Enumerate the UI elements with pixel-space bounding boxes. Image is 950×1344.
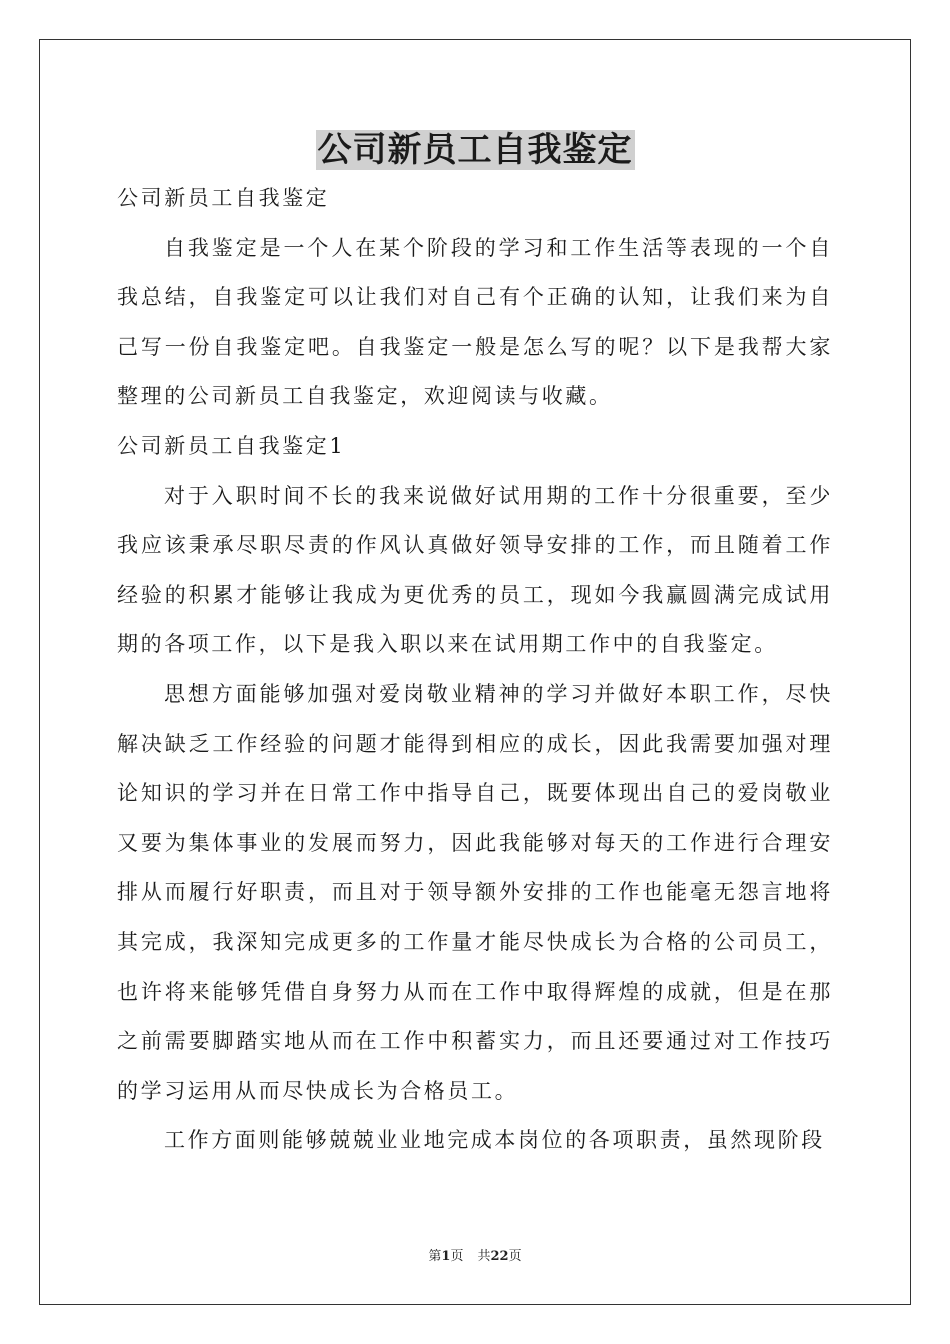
page-footer (0, 1247, 950, 1267)
page-label-suffix: 页 (450, 1249, 464, 1264)
document-title (0, 126, 950, 174)
intro-paragraph: 自我鉴定是一个人在某个阶段的学习和工作生活等表现的一个自我总结，自我鉴定可以让我们对自己有个正确的认知，让我们来为自己写一份自我鉴定吧。自我鉴定一般是怎么写的呢？以下是我帮大家整理的公司新员工自我鉴定，欢迎阅读与收藏。 (117, 235, 833, 409)
current-page-number: 1 (441, 1249, 451, 1264)
body-paragraph: 工作方面则能够兢兢业业地完成本岗位的各项职责，虽然现阶段 (164, 1128, 825, 1153)
total-page-count: 22 (490, 1249, 509, 1264)
total-label-prefix: 共 (477, 1249, 491, 1264)
document-title-text: 公司新员工自我鉴定 (317, 130, 633, 170)
section-heading: 公司新员工自我鉴定1 (117, 433, 346, 458)
document-body (117, 174, 833, 1166)
total-label-suffix: 页 (508, 1249, 522, 1264)
body-paragraph: 对于入职时间不长的我来说做好试用期的工作十分很重要，至少我应该秉承尽职尽责的作风认真做好领导安排的工作，而且随着工作经验的积累才能够让我成为更优秀的员工，现如今我赢圆满完成试用期的各项工作，以下是我入职以来在试用期工作中的自我鉴定。 (117, 483, 833, 657)
body-paragraph: 思想方面能够加强对爱岗敬业精神的学习并做好本职工作，尽快解决缺乏工作经验的问题才能得到相应的成长，因此我需要加强对理论知识的学习并在日常工作中指导自己，既要体现出自己的爱岗敬业又要为集体事业的发展而努力，因此我能够对每天的工作进行合理安排从而履行好职责，而且对于领导额外安排的工作也能毫无怨言地将其完成，我深知完成更多的工作量才能尽快成长为合格的公司员工，也许将来能够凭借自身努力从而在工作中取得辉煌的成就，但是在那之前需要脚踏实地从而在工作中积蓄实力，而且还要通过对工作技巧的学习运用从而尽快成长为合格员工。 (117, 681, 833, 1103)
page-label-prefix: 第 (428, 1249, 442, 1264)
subtitle-line: 公司新员工自我鉴定 (117, 186, 330, 210)
